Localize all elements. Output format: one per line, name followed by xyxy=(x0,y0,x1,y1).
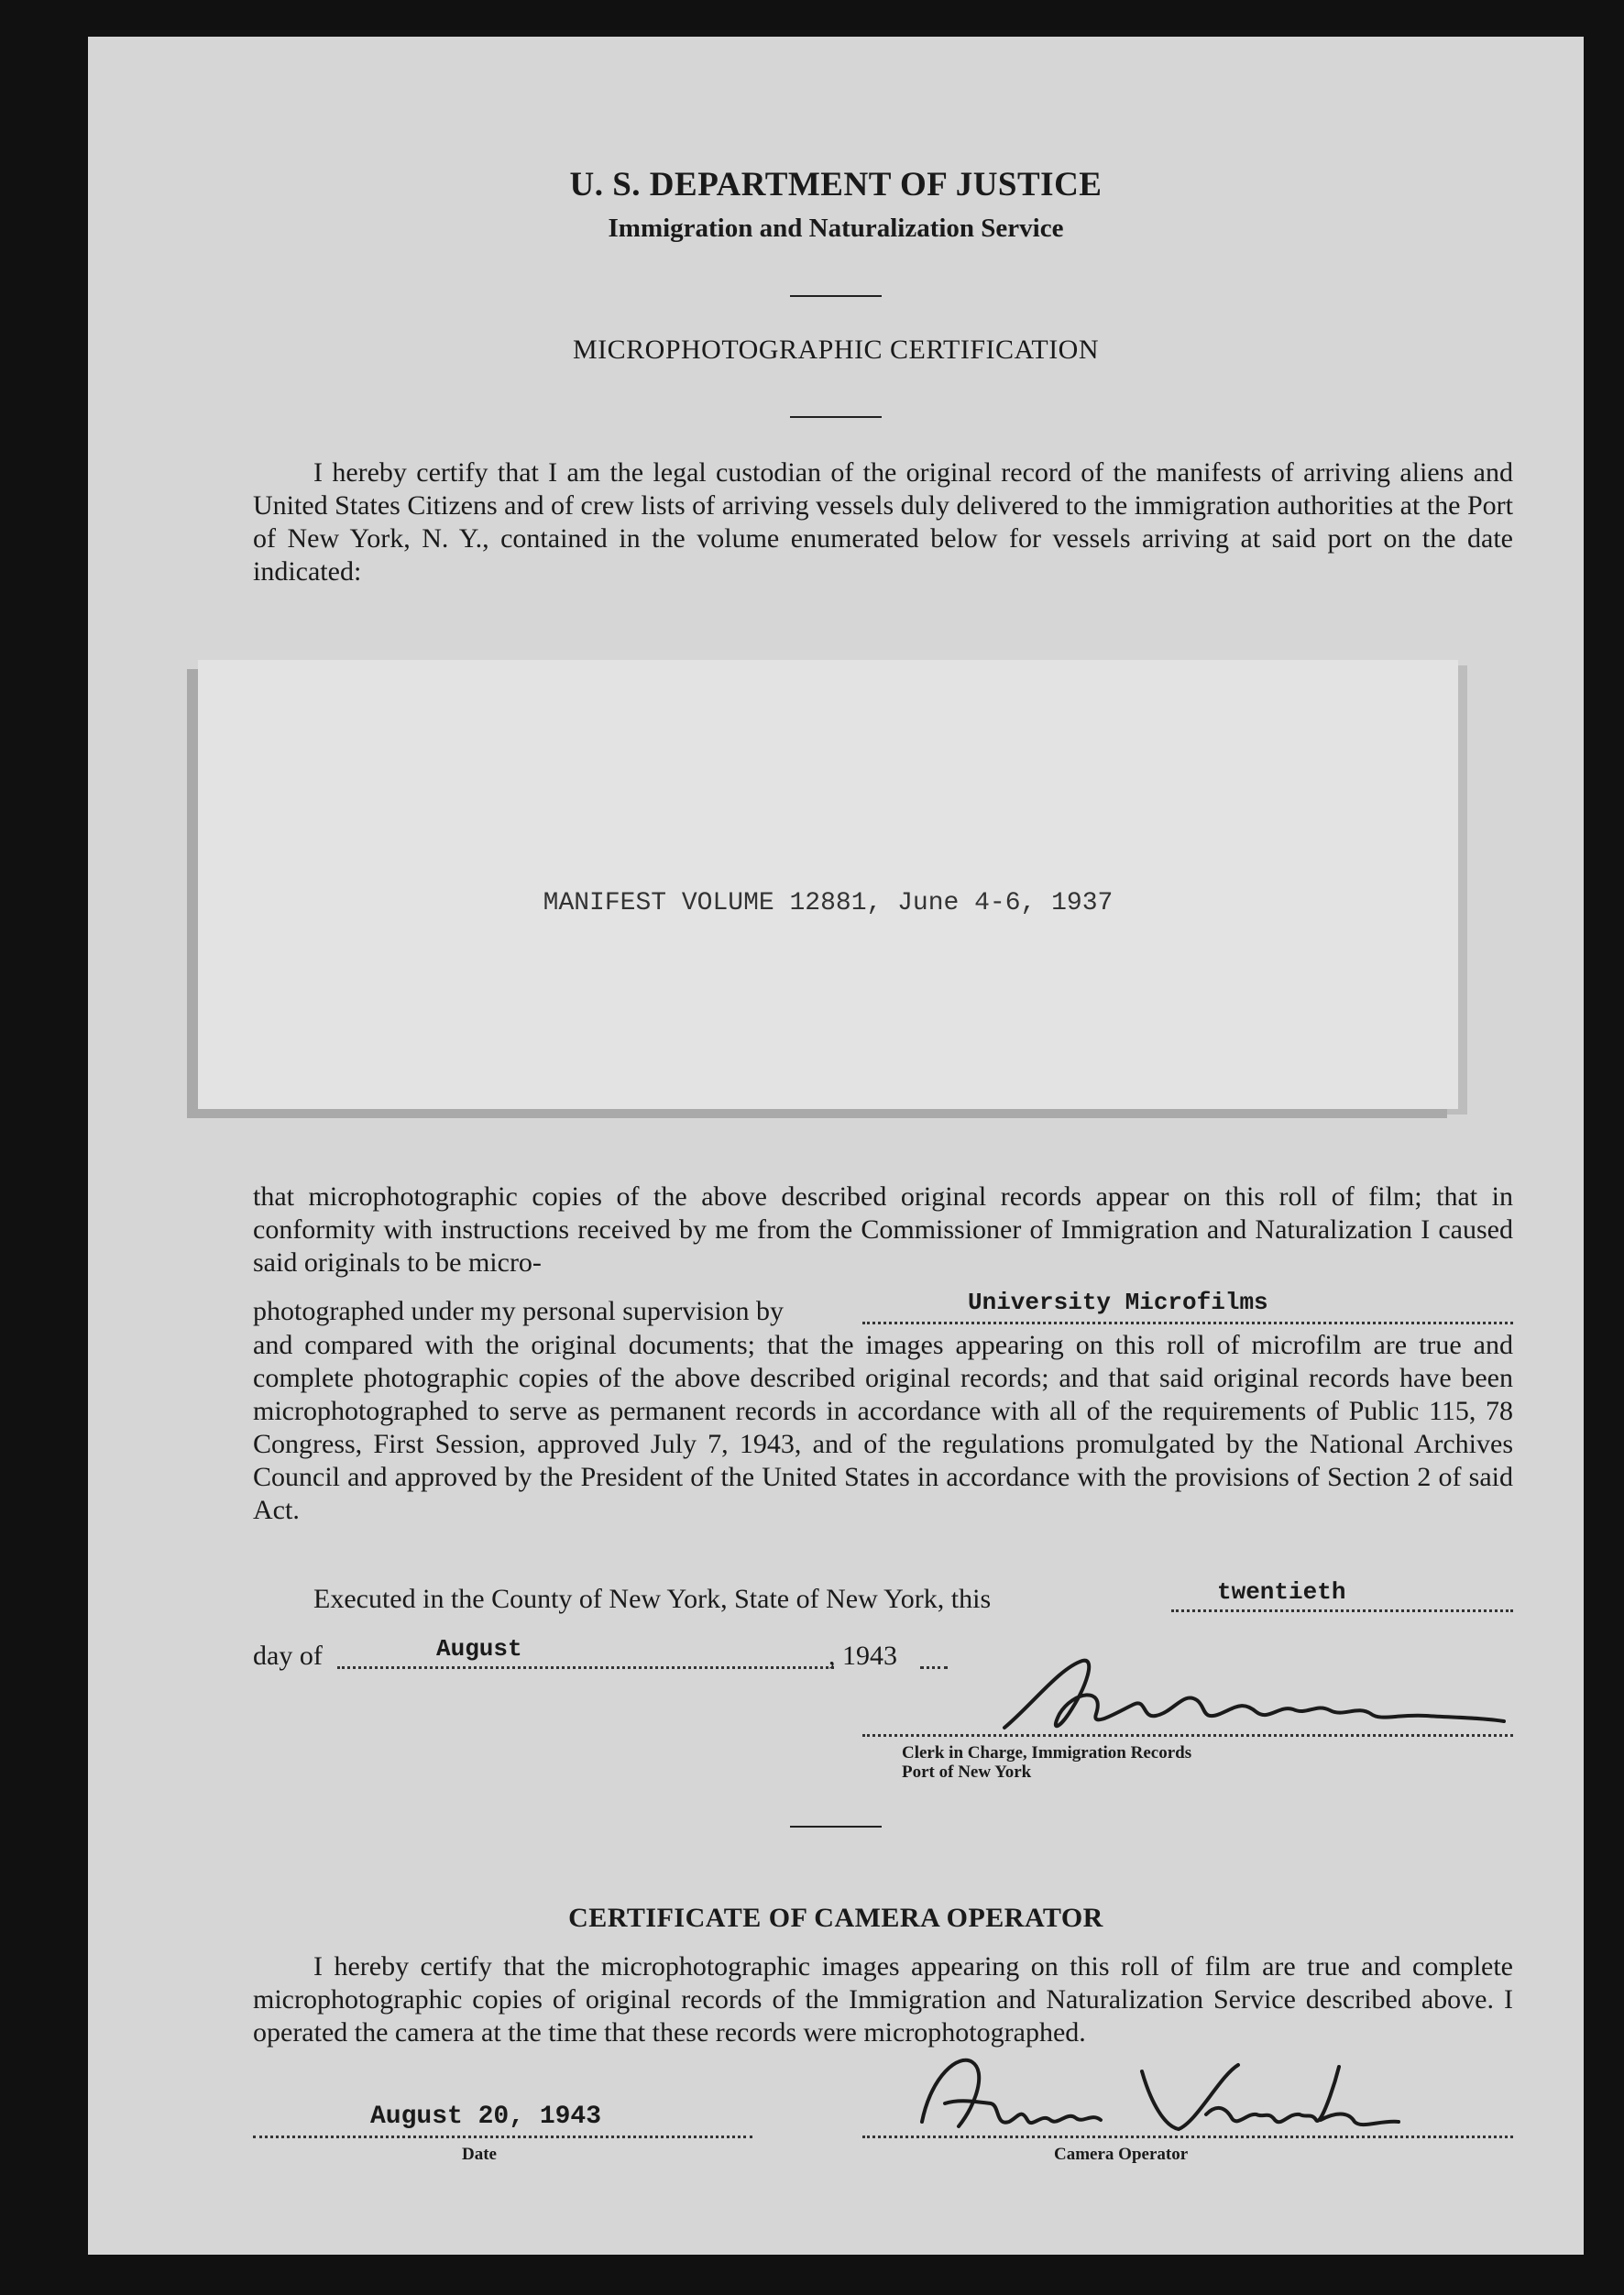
year-digit: 3 xyxy=(883,1641,897,1671)
certificate-page xyxy=(88,37,1584,2255)
service-subheading: Immigration and Naturalization Service xyxy=(608,214,1064,243)
date-value: August 20, 1943 xyxy=(370,2103,602,2131)
certification-title: MICROPHOTOGRAPHIC CERTIFICATION xyxy=(572,335,1100,365)
operator-label: Camera Operator xyxy=(1054,2145,1189,2164)
filmed-by-label: photographed under my personal supervision by xyxy=(253,1296,785,1326)
manifest-volume-text: MANIFEST VOLUME 12881, June 4-6, 1937 xyxy=(543,889,1114,917)
divider xyxy=(790,416,882,418)
date-label: Date xyxy=(462,2145,497,2164)
clerk-signature xyxy=(995,1650,1509,1741)
execution-prefix: Executed in the County of New York, State of New York, this xyxy=(313,1584,992,1614)
camera-certificate-paragraph: I hereby certify that the microphotographic images appearing on this roll of film are true and complete microphotographic copies of original records of the Immigration and Naturalization Service described above. I operated the camera at the time that these records were microphotographed. xyxy=(253,1951,1513,2048)
execution-day-value: twentieth xyxy=(1217,1578,1346,1606)
day-of-label: day of xyxy=(253,1641,323,1671)
month-value: August xyxy=(436,1635,522,1663)
year-line xyxy=(920,1642,948,1669)
body-first-lines: that microphotographic copies of the above described original records appear on this roll of film; that in conformity with instructions received by me from the Commissioner of Immigration and Naturalization I caused said originals to be micro- xyxy=(253,1181,1513,1278)
divider xyxy=(790,295,882,297)
month-line xyxy=(337,1642,834,1669)
body-paragraph: and compared with the original documents; that the images appearing on this roll of microfilm are true and complete photographic copies of the above described original records; and that said original records have been microphotographed to serve as permanent records in accordance with all of the requirements of Public 115, 78 Congress, First Session, approved July 7, 1943, and of the regulations promulgated by the National Archives Council and approved by the President of the United States in accordance with the provisions of Section 2 of said Act. xyxy=(253,1330,1513,1525)
intro-paragraph: I hereby certify that I am the legal custodian of the original record of the manifests of arriving aliens and United States Citizens and of crew lists of arriving vessels duly delivered to the immigration authorities at the Port of New York, N. Y., contained in the volume enumerated below for vessels arriving at said port on the date indicated: xyxy=(253,457,1513,587)
department-heading: U. S. DEPARTMENT OF JUSTICE xyxy=(569,166,1103,203)
camera-certificate-title: CERTIFICATE OF CAMERA OPERATOR xyxy=(568,1903,1103,1933)
year-prefix: , 1943 xyxy=(828,1641,897,1671)
operator-signature xyxy=(904,2048,1417,2149)
manifest-volume-slip xyxy=(198,660,1458,1109)
clerk-title: Clerk in Charge, Immigration Records Port of New York xyxy=(902,1743,1192,1782)
filmed-by-value: University Microfilms xyxy=(968,1289,1268,1316)
divider xyxy=(790,1826,882,1828)
